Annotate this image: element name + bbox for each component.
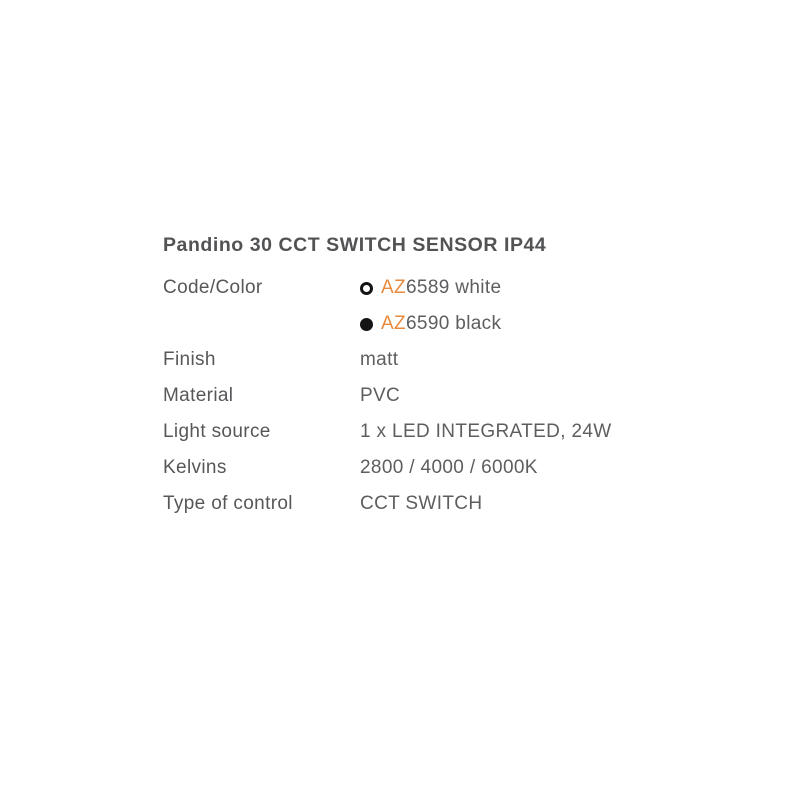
spec-row-code-color: [163, 270, 643, 342]
spec-label-material: Material: [163, 385, 234, 406]
code-prefix: AZ: [381, 313, 406, 334]
spec-value-kelvins: 2800 / 4000 / 6000K: [360, 457, 538, 478]
spec-row-finish: [163, 342, 643, 378]
spec-value-light-source: 1 x LED INTEGRATED, 24W: [360, 421, 612, 442]
spec-row-light-source: [163, 414, 643, 450]
code-value-white: [381, 270, 501, 306]
code-value-black: [381, 306, 501, 342]
spec-label-kelvins: Kelvins: [163, 457, 227, 478]
code-rest: 6589 white: [405, 277, 502, 298]
spec-row-type-of-control: [163, 486, 643, 522]
spec-value-type-of-control: CCT SWITCH: [360, 493, 483, 514]
spec-table: [163, 270, 643, 522]
code-options: [360, 270, 501, 342]
spec-row-material: [163, 378, 643, 414]
spec-label-code-color: Code/Color: [163, 277, 263, 298]
code-option-white: [360, 270, 501, 306]
spec-label-light-source: Light source: [163, 421, 271, 442]
white-color-swatch-icon: [360, 282, 373, 295]
black-color-swatch-icon: [360, 318, 373, 331]
spec-label-type-of-control: Type of control: [163, 493, 293, 514]
code-prefix: AZ: [381, 277, 406, 298]
spec-row-kelvins: [163, 450, 643, 486]
spec-label-finish: Finish: [163, 349, 216, 370]
spec-value-material: PVC: [360, 385, 401, 406]
product-title: Pandino 30 CCT SWITCH SENSOR IP44: [163, 234, 547, 256]
spec-value-finish: matt: [360, 349, 399, 370]
code-rest: 6590 black: [405, 313, 502, 334]
product-spec-sheet: [163, 230, 643, 522]
code-option-black: [360, 306, 501, 342]
